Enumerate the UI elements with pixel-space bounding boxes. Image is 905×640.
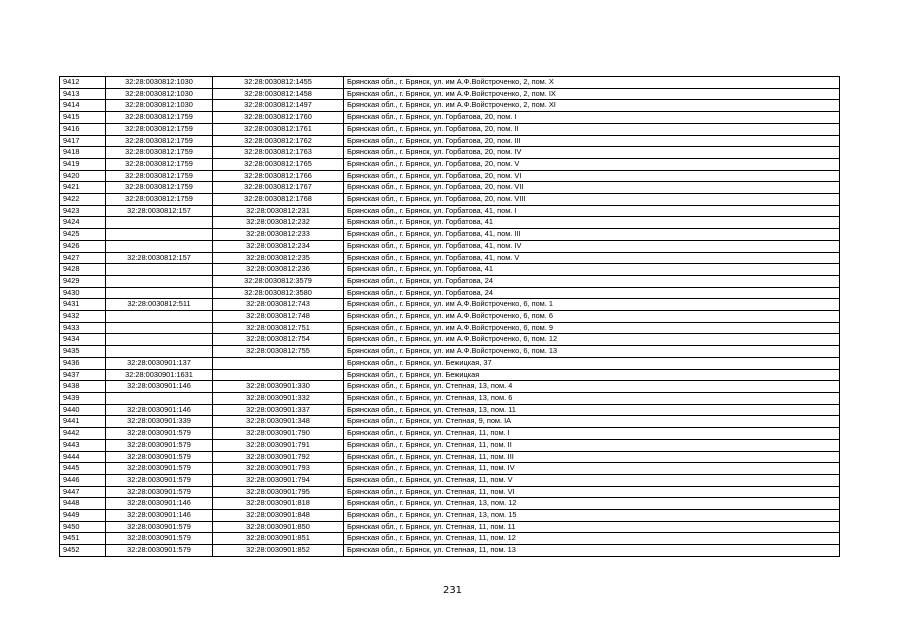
row-number-cell: 9414 [60,100,106,112]
table-row [60,392,840,404]
row-number-cell: 9447 [60,486,106,498]
address-cell: Брянская обл., г. Брянск, ул. им А.Ф.Войстроченко, 2, пом. IX [344,88,840,100]
cadastral-number-cell: 32:28:0030812:1760 [213,112,344,124]
cadastral-number-cell: 32:28:0030901:348 [213,416,344,428]
address-cell: Брянская обл., г. Брянск, ул. Степная, 13, пом. 12 [344,498,840,510]
cadastral-number-cell: 32:28:0030812:754 [213,334,344,346]
row-number-cell: 9412 [60,77,106,89]
cadastral-number-cell: 32:28:0030901:332 [213,392,344,404]
cadastral-number-cell: 32:28:0030812:1765 [213,158,344,170]
row-number-cell: 9432 [60,311,106,323]
row-number-cell: 9431 [60,299,106,311]
parent-cadastral-number-cell: 32:28:0030812:1030 [106,88,213,100]
address-cell: Брянская обл., г. Брянск, ул. Бежицкая [344,369,840,381]
parent-cadastral-number-cell [106,229,213,241]
parent-cadastral-number-cell: 32:28:0030901:146 [106,510,213,522]
cadastral-number-cell: 32:28:0030812:1767 [213,182,344,194]
row-number-cell: 9417 [60,135,106,147]
table-row [60,100,840,112]
row-number-cell: 9450 [60,521,106,533]
row-number-cell: 9427 [60,252,106,264]
row-number-cell: 9436 [60,357,106,369]
parent-cadastral-number-cell: 32:28:0030901:146 [106,404,213,416]
row-number-cell: 9418 [60,147,106,159]
cadastral-number-cell: 32:28:0030812:236 [213,264,344,276]
table-row [60,275,840,287]
table-row [60,123,840,135]
address-cell: Брянская обл., г. Брянск, ул. им А.Ф.Войстроченко, 2, пом. X [344,77,840,89]
row-number-cell: 9428 [60,264,106,276]
table-row [60,381,840,393]
cadastral-number-cell: 32:28:0030812:235 [213,252,344,264]
table-row [60,533,840,545]
cadastral-number-cell: 32:28:0030901:848 [213,510,344,522]
table-row [60,311,840,323]
row-number-cell: 9433 [60,322,106,334]
address-cell: Брянская обл., г. Брянск, ул. Степная, 13, пом. 11 [344,404,840,416]
cadastral-number-cell: 32:28:0030812:1455 [213,77,344,89]
address-cell: Брянская обл., г. Брянск, ул. Горбатова, 20, пом. III [344,135,840,147]
parent-cadastral-number-cell: 32:28:0030901:146 [106,381,213,393]
row-number-cell: 9448 [60,498,106,510]
cadastral-number-cell: 32:28:0030812:3579 [213,275,344,287]
cadastral-number-cell: 32:28:0030812:231 [213,205,344,217]
table-row [60,287,840,299]
cadastral-number-cell: 32:28:0030901:793 [213,463,344,475]
cadastral-number-cell: 32:28:0030812:1458 [213,88,344,100]
address-cell: Брянская обл., г. Брянск, ул. Горбатова, 41, пом. IV [344,240,840,252]
address-cell: Брянская обл., г. Брянск, ул. Бежицкая, 37 [344,357,840,369]
row-number-cell: 9451 [60,533,106,545]
cadastral-number-cell: 32:28:0030901:790 [213,428,344,440]
parent-cadastral-number-cell: 32:28:0030812:1759 [106,182,213,194]
address-cell: Брянская обл., г. Брянск, ул. Степная, 11, пом. 11 [344,521,840,533]
table-row [60,416,840,428]
table-row [60,299,840,311]
row-number-cell: 9415 [60,112,106,124]
address-cell: Брянская обл., г. Брянск, ул. Степная, 13, пом. 6 [344,392,840,404]
table-row [60,158,840,170]
table-row [60,170,840,182]
parent-cadastral-number-cell: 32:28:0030812:157 [106,205,213,217]
table-row [60,451,840,463]
address-cell: Брянская обл., г. Брянск, ул. Степная, 11, пом. 12 [344,533,840,545]
address-cell: Брянская обл., г. Брянск, ул. Степная, 9, пом. IA [344,416,840,428]
address-cell: Брянская обл., г. Брянск, ул. им А.Ф.Войстроченко, 6, пом. 6 [344,311,840,323]
cadastral-number-cell: 32:28:0030812:1766 [213,170,344,182]
address-cell: Брянская обл., г. Брянск, ул. Горбатова, 41, пом. I [344,205,840,217]
parent-cadastral-number-cell: 32:28:0030901:339 [106,416,213,428]
table-row [60,521,840,533]
parent-cadastral-number-cell: 32:28:0030901:579 [106,474,213,486]
table-row [60,498,840,510]
parent-cadastral-number-cell: 32:28:0030812:1030 [106,77,213,89]
parent-cadastral-number-cell: 32:28:0030901:137 [106,357,213,369]
parent-cadastral-number-cell: 32:28:0030812:157 [106,252,213,264]
cadastral-number-cell: 32:28:0030812:234 [213,240,344,252]
address-cell: Брянская обл., г. Брянск, ул. Горбатова, 41 [344,217,840,229]
address-cell: Брянская обл., г. Брянск, ул. Горбатова, 41 [344,264,840,276]
parent-cadastral-number-cell [106,240,213,252]
cadastral-number-cell [213,369,344,381]
parent-cadastral-number-cell: 32:28:0030901:579 [106,463,213,475]
parent-cadastral-number-cell: 32:28:0030901:579 [106,545,213,557]
row-number-cell: 9446 [60,474,106,486]
address-cell: Брянская обл., г. Брянск, ул. им А.Ф.Войстроченко, 6, пом. 9 [344,322,840,334]
parent-cadastral-number-cell [106,334,213,346]
row-number-cell: 9425 [60,229,106,241]
address-cell: Брянская обл., г. Брянск, ул. Степная, 13, пом. 4 [344,381,840,393]
parent-cadastral-number-cell [106,217,213,229]
table-row [60,510,840,522]
parent-cadastral-number-cell: 32:28:0030812:1759 [106,123,213,135]
table-row [60,229,840,241]
cadastral-number-cell [213,357,344,369]
address-cell: Брянская обл., г. Брянск, ул. Степная, 13, пом. 15 [344,510,840,522]
parent-cadastral-number-cell: 32:28:0030812:1759 [106,147,213,159]
address-cell: Брянская обл., г. Брянск, ул. Степная, 11, пом. I [344,428,840,440]
table-row [60,346,840,358]
address-cell: Брянская обл., г. Брянск, ул. Горбатова, 20, пом. VII [344,182,840,194]
cadastral-number-cell: 32:28:0030812:3580 [213,287,344,299]
parent-cadastral-number-cell [106,322,213,334]
table-row [60,194,840,206]
table-row [60,217,840,229]
cadastral-number-cell: 32:28:0030812:1761 [213,123,344,135]
parent-cadastral-number-cell: 32:28:0030812:1759 [106,158,213,170]
row-number-cell: 9422 [60,194,106,206]
parent-cadastral-number-cell: 32:28:0030812:1030 [106,100,213,112]
cadastral-number-cell: 32:28:0030812:232 [213,217,344,229]
address-cell: Брянская обл., г. Брянск, ул. Горбатова, 24 [344,287,840,299]
address-cell: Брянская обл., г. Брянск, ул. Горбатова, 20, пом. VI [344,170,840,182]
row-number-cell: 9435 [60,346,106,358]
table-row [60,357,840,369]
row-number-cell: 9449 [60,510,106,522]
cadastral-number-cell: 32:28:0030812:755 [213,346,344,358]
row-number-cell: 9421 [60,182,106,194]
cadastral-number-cell: 32:28:0030901:851 [213,533,344,545]
row-number-cell: 9443 [60,439,106,451]
address-cell: Брянская обл., г. Брянск, ул. Горбатова, 20, пом. VIII [344,194,840,206]
cadastral-number-cell: 32:28:0030812:751 [213,322,344,334]
table-row [60,252,840,264]
address-cell: Брянская обл., г. Брянск, ул. Степная, 11, пом. IV [344,463,840,475]
address-cell: Брянская обл., г. Брянск, ул. Горбатова, 41, пом. V [344,252,840,264]
table-row [60,147,840,159]
table-row [60,77,840,89]
table-row [60,404,840,416]
address-cell: Брянская обл., г. Брянск, ул. Степная, 11, пом. II [344,439,840,451]
table-row [60,545,840,557]
cadastral-number-cell: 32:28:0030812:743 [213,299,344,311]
cadastral-number-cell: 32:28:0030901:330 [213,381,344,393]
address-cell: Брянская обл., г. Брянск, ул. Горбатова, 41, пом. III [344,229,840,241]
row-number-cell: 9437 [60,369,106,381]
parent-cadastral-number-cell [106,346,213,358]
table-row [60,182,840,194]
address-cell: Брянская обл., г. Брянск, ул. им А.Ф.Войстроченко, 6, пом. 13 [344,346,840,358]
parent-cadastral-number-cell [106,311,213,323]
address-cell: Брянская обл., г. Брянск, ул. Горбатова, 24 [344,275,840,287]
parent-cadastral-number-cell: 32:28:0030901:1631 [106,369,213,381]
cadastral-number-cell: 32:28:0030812:1763 [213,147,344,159]
cadastral-number-cell: 32:28:0030901:852 [213,545,344,557]
row-number-cell: 9434 [60,334,106,346]
cadastral-number-cell: 32:28:0030901:795 [213,486,344,498]
table-row [60,486,840,498]
cadastral-number-cell: 32:28:0030812:748 [213,311,344,323]
address-cell: Брянская обл., г. Брянск, ул. Горбатова, 20, пом. II [344,123,840,135]
parent-cadastral-number-cell: 32:28:0030812:1759 [106,194,213,206]
table-row [60,334,840,346]
cadastral-number-cell: 32:28:0030812:1768 [213,194,344,206]
table-row [60,439,840,451]
address-cell: Брянская обл., г. Брянск, ул. им А.Ф.Войстроченко, 6, пом. 1 [344,299,840,311]
row-number-cell: 9420 [60,170,106,182]
parent-cadastral-number-cell [106,287,213,299]
parent-cadastral-number-cell: 32:28:0030812:1759 [106,135,213,147]
registry-table-body [60,77,840,557]
table-row [60,135,840,147]
address-cell: Брянская обл., г. Брянск, ул. Степная, 11, пом. V [344,474,840,486]
row-number-cell: 9426 [60,240,106,252]
address-cell: Брянская обл., г. Брянск, ул. Горбатова, 20, пом. IV [344,147,840,159]
cadastral-number-cell: 32:28:0030812:1762 [213,135,344,147]
table-row [60,322,840,334]
row-number-cell: 9430 [60,287,106,299]
cadastral-number-cell: 32:28:0030901:850 [213,521,344,533]
parent-cadastral-number-cell [106,392,213,404]
cadastral-number-cell: 32:28:0030901:792 [213,451,344,463]
row-number-cell: 9416 [60,123,106,135]
table-row [60,463,840,475]
parent-cadastral-number-cell: 32:28:0030812:511 [106,299,213,311]
table-row [60,205,840,217]
parent-cadastral-number-cell: 32:28:0030901:579 [106,533,213,545]
address-cell: Брянская обл., г. Брянск, ул. Степная, 11, пом. VI [344,486,840,498]
table-row [60,369,840,381]
parent-cadastral-number-cell: 32:28:0030812:1759 [106,112,213,124]
cadastral-number-cell: 32:28:0030901:337 [213,404,344,416]
table-row [60,112,840,124]
row-number-cell: 9445 [60,463,106,475]
parent-cadastral-number-cell: 32:28:0030901:146 [106,498,213,510]
cadastral-number-cell: 32:28:0030901:791 [213,439,344,451]
row-number-cell: 9441 [60,416,106,428]
row-number-cell: 9439 [60,392,106,404]
cadastral-number-cell: 32:28:0030901:794 [213,474,344,486]
row-number-cell: 9423 [60,205,106,217]
table-row [60,88,840,100]
parent-cadastral-number-cell: 32:28:0030901:579 [106,439,213,451]
parent-cadastral-number-cell: 32:28:0030901:579 [106,486,213,498]
address-cell: Брянская обл., г. Брянск, ул. им А.Ф.Войстроченко, 6, пом. 12 [344,334,840,346]
address-cell: Брянская обл., г. Брянск, ул. Степная, 11, пом. III [344,451,840,463]
address-cell: Брянская обл., г. Брянск, ул. Степная, 11, пом. 13 [344,545,840,557]
parent-cadastral-number-cell: 32:28:0030901:579 [106,428,213,440]
cadastral-number-cell: 32:28:0030812:1497 [213,100,344,112]
row-number-cell: 9444 [60,451,106,463]
row-number-cell: 9442 [60,428,106,440]
row-number-cell: 9438 [60,381,106,393]
parent-cadastral-number-cell [106,264,213,276]
address-cell: Брянская обл., г. Брянск, ул. им А.Ф.Войстроченко, 2, пом. XI [344,100,840,112]
address-cell: Брянская обл., г. Брянск, ул. Горбатова, 20, пом. V [344,158,840,170]
row-number-cell: 9429 [60,275,106,287]
table-row [60,264,840,276]
row-number-cell: 9424 [60,217,106,229]
cadastral-number-cell: 32:28:0030901:818 [213,498,344,510]
parent-cadastral-number-cell [106,275,213,287]
parent-cadastral-number-cell: 32:28:0030901:579 [106,521,213,533]
row-number-cell: 9413 [60,88,106,100]
table-row [60,240,840,252]
row-number-cell: 9452 [60,545,106,557]
parent-cadastral-number-cell: 32:28:0030901:579 [106,451,213,463]
table-row [60,428,840,440]
address-cell: Брянская обл., г. Брянск, ул. Горбатова, 20, пом. I [344,112,840,124]
row-number-cell: 9440 [60,404,106,416]
page-number: 231 [442,585,463,596]
row-number-cell: 9419 [60,158,106,170]
registry-table [59,76,840,557]
cadastral-number-cell: 32:28:0030812:233 [213,229,344,241]
parent-cadastral-number-cell: 32:28:0030812:1759 [106,170,213,182]
table-row [60,474,840,486]
